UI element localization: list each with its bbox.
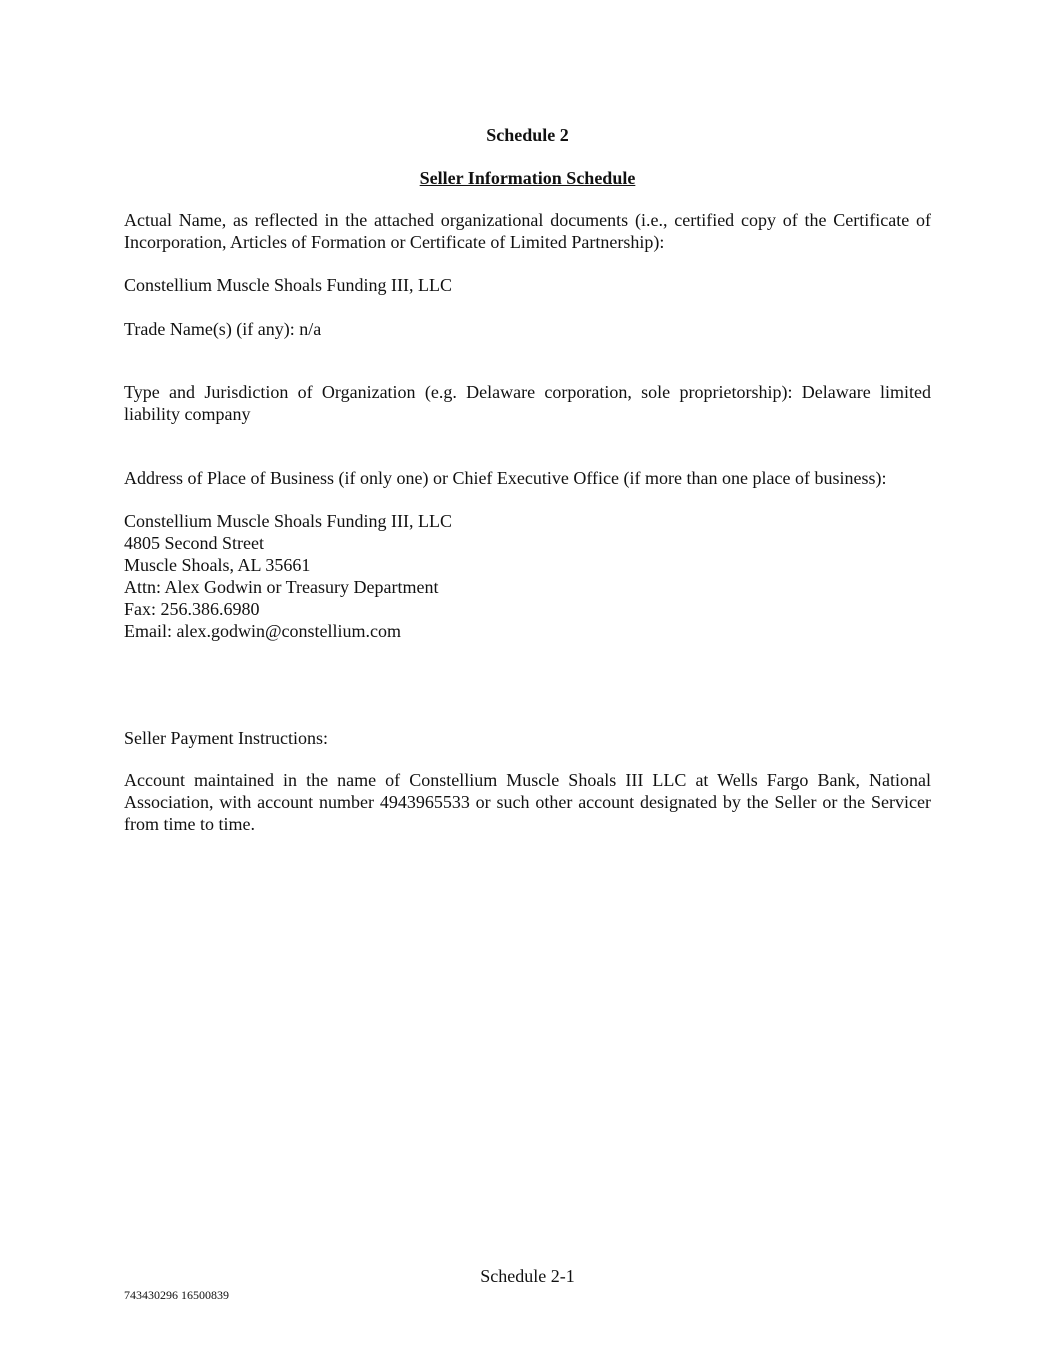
address-line-fax: Fax: 256.386.6980	[124, 599, 260, 619]
trade-names: Trade Name(s) (if any): n/a	[124, 319, 322, 339]
address-line-attn: Attn: Alex Godwin or Treasury Department	[124, 577, 439, 597]
payment-text: Account maintained in the name of Constellium Muscle Shoals III LLC at Wells Fargo Bank, National Association, with account number 4943965533 or such other account designated by the Seller or the Servicer from time to time.	[124, 770, 931, 834]
address-line-city: Muscle Shoals, AL 35661	[124, 555, 311, 575]
address-line-email: Email: alex.godwin@constellium.com	[124, 621, 402, 641]
actual-name-value: Constellium Muscle Shoals Funding III, LLC	[124, 275, 452, 295]
footer-doc-id: 743430296 16500839	[124, 1288, 229, 1302]
address-block	[124, 510, 931, 642]
address-line-company: Constellium Muscle Shoals Funding III, LLC	[124, 511, 452, 531]
payment-label: Seller Payment Instructions:	[124, 728, 328, 748]
footer-page-label: Schedule 2-1	[480, 1266, 575, 1286]
type-jurisdiction: Type and Jurisdiction of Organization (e.g. Delaware corporation, sole proprietorship): Delaware limited liability company	[124, 382, 931, 424]
schedule-title: Schedule 2	[486, 125, 569, 145]
address-line-street: 4805 Second Street	[124, 533, 264, 553]
address-label: Address of Place of Business (if only one) or Chief Executive Office (if more than one place of business):	[124, 468, 887, 488]
actual-name-label: Actual Name, as reflected in the attached organizational documents (i.e., certified copy of the Certificate of Incorporation, Articles of Formation or Certificate of Limited Partnership):	[124, 210, 931, 252]
schedule-subtitle: Seller Information Schedule	[419, 168, 636, 188]
